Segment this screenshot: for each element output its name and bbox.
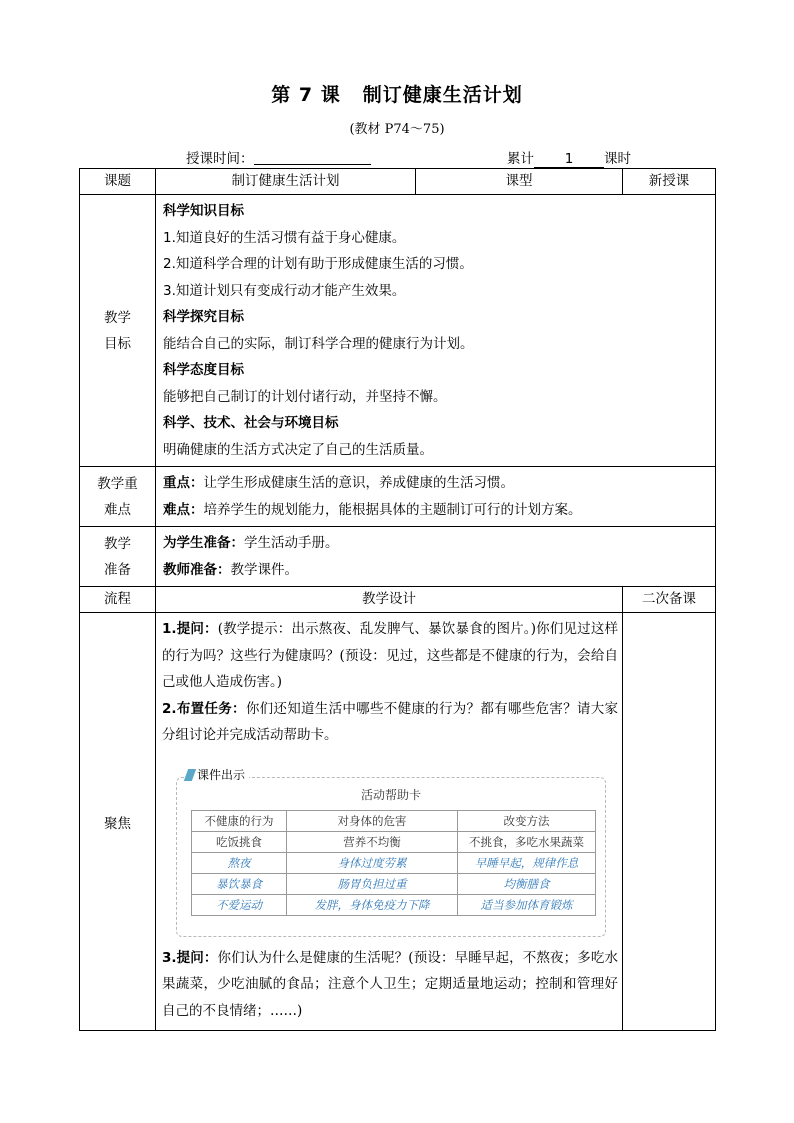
goal-item: 明确健康的生活方式决定了自己的生活质量。 [163,441,433,458]
preparation-label [80,527,156,587]
activity-card-cell: 肠胃负担过重 [287,873,458,894]
activity-card-cell: 均衡膳食 [458,873,596,894]
activity-card-cell: 暴饮暴食 [192,873,287,894]
goal-item: 3.知道计划只有变成行动才能产生效果。 [163,282,406,299]
period-count-unit: 课时 [604,151,631,167]
goal-heading: 科学、技术、社会与环境目标 [163,415,339,431]
focus-row [80,613,716,1031]
goal-heading: 科学探究目标 [163,309,244,325]
flow-header-row [80,587,716,613]
key-points-label-text: 教学重难点 [97,475,138,518]
goals-label-text: 教学目标 [104,309,131,352]
key-points-row [80,467,716,527]
focus-label: 聚焦 [80,613,156,1031]
focus-item-3-text: 你们认为什么是健康的生活呢？(预设：早睡早起，不熬夜；多吃水果蔬菜，少吃油腻的食品；注意个人卫生；定期适量地运动；控制和管理好自己的不良情绪；……) [162,949,618,1019]
focus-revision-cell[interactable] [623,613,716,1031]
activity-card-row [192,894,596,915]
focus-point-text: 让学生形成健康生活的意识，养成健康的生活习惯。 [203,475,514,491]
teacher-preparation [163,557,710,584]
goals-label [80,195,156,467]
focus-item-2 [162,696,618,749]
goal-item: 能结合自己的实际，制订科学合理的健康行为计划。 [163,335,474,352]
lesson-number: 第 7 课 [271,84,341,106]
period-count-field [507,147,631,168]
key-points-content [156,467,716,527]
class-time-label: 授课时间： [186,151,254,167]
key-points-label [80,467,156,527]
period-count-value: 1 [534,151,604,168]
focus-item-1-text: (教学提示：出示熬夜、乱发脾气、暴饮暴食的图片。)你们见过这样的行为吗？这些行为健康吗？(预设：见过，这些都是不健康的行为，会给自己或他人造成伤害。) [162,621,618,690]
focus-item-3 [162,945,618,1025]
student-preparation-text: 学生活动手册。 [244,535,339,551]
goals-content [156,195,716,467]
focus-point [163,470,710,497]
teacher-preparation-label: 教师准备： [163,561,231,578]
activity-card-cell: 熬夜 [192,852,287,873]
activity-card-header: 不健康的行为 [192,810,287,831]
activity-card-header: 对身体的危害 [287,810,458,831]
courseware-tag [184,767,249,783]
focus-design-content [156,613,623,1031]
goal-item: 2.知道科学合理的计划有助于形成健康生活的习惯。 [163,256,473,272]
lesson-type-label: 课型 [416,169,623,195]
tag-marker-icon [184,769,196,781]
teacher-preparation-text: 教学课件。 [230,561,298,578]
goal-heading: 科学知识目标 [163,203,244,219]
textbook-reference: (教材 P74～75) [349,122,445,137]
student-preparation [163,530,710,557]
focus-item-2-text: 你们还知道生活中哪些不健康的行为？都有哪些危害？请大家分组讨论并完成活动帮助卡。 [162,700,619,743]
topic-value: 制订健康生活计划 [156,169,416,195]
focus-item-3-head: 3.提问： [162,949,218,966]
difficulty-point-label: 难点： [163,501,204,518]
activity-card [176,769,606,937]
courseware-tag-text: 课件出示 [197,767,246,782]
goals-row [80,195,716,467]
preparation-label-text: 教学准备 [104,535,131,578]
flow-header-process: 流程 [80,587,156,613]
class-time-field [186,147,371,167]
activity-card-cell: 营养不均衡 [287,831,458,852]
focus-item-1-head: 1.提问： [162,621,218,637]
preparation-row [80,527,716,587]
activity-card-cell: 早睡早起，规律作息 [458,852,596,873]
goal-item: 能够把自己制订的计划付诸行动，并坚持不懈。 [163,388,447,405]
activity-card-header-row [192,810,596,831]
activity-card-cell: 身体过度劳累 [287,852,458,873]
lesson-title [0,80,794,107]
topic-label: 课题 [80,169,156,195]
lesson-plan-table [79,168,716,1031]
goal-item: 1.知道良好的生活习惯有益于身心健康。 [163,229,406,246]
focus-item-1 [162,616,618,696]
difficulty-point [163,497,710,524]
activity-card-row [192,831,596,852]
goal-heading: 科学态度目标 [163,362,244,378]
activity-card-table [191,810,596,916]
flow-header-design: 教学设计 [156,587,623,613]
focus-point-label: 重点： [163,475,204,491]
class-time-blank[interactable] [254,150,371,165]
activity-card-cell: 不爱运动 [192,894,287,915]
lesson-type-value: 新授课 [623,169,716,195]
lesson-name: 制订健康生活计划 [362,84,523,106]
difficulty-point-text: 培养学生的规划能力，能根据具体的主题制订可行的计划方案。 [203,501,582,518]
activity-card-cell: 适当参加体育锻炼 [458,894,596,915]
activity-card-cell: 不挑食，多吃水果蔬菜 [458,831,596,852]
activity-card-cell: 吃饭挑食 [192,831,287,852]
activity-card-header: 改变方法 [458,810,596,831]
activity-card-title: 活动帮助卡 [360,787,421,802]
topic-row [80,169,716,195]
activity-card-cell: 发胖，身体免疫力下降 [287,894,458,915]
activity-card-row [192,852,596,873]
student-preparation-label: 为学生准备： [163,535,244,551]
preparation-content [156,527,716,587]
focus-item-2-head: 2.布置任务： [162,700,246,717]
flow-header-revision: 二次备课 [623,587,716,613]
period-count-label: 累计 [507,151,534,167]
activity-card-row [192,873,596,894]
